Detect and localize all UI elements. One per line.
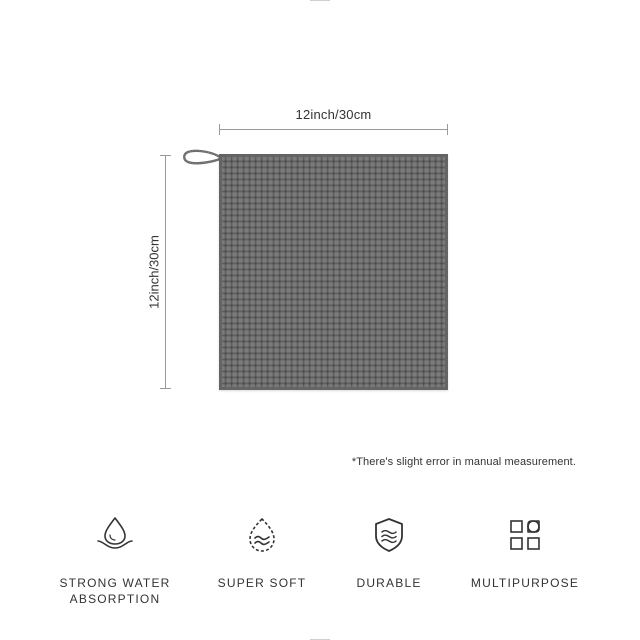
feature-multipurpose [460, 515, 590, 591]
water-drop-icon [95, 515, 135, 555]
feature-label: SUPER SOFT [217, 576, 307, 590]
soft-drop-icon [242, 515, 282, 555]
width-dimension-line [219, 129, 448, 130]
height-dimension-tick-bottom [160, 388, 171, 389]
height-dimension-label: 12inch/30cm [146, 235, 162, 309]
hanging-loop-icon [182, 148, 222, 168]
top-edge-mark [310, 0, 330, 1]
feature-label: STRONG WATER ABSORPTION [59, 576, 171, 606]
feature-durable [324, 515, 454, 591]
feature-super-soft [197, 515, 327, 591]
width-dimension [219, 107, 448, 141]
shield-icon [369, 515, 409, 555]
measurement-note: *There's slight error in manual measurement. [351, 456, 576, 468]
towel-product-image [219, 154, 448, 390]
width-dimension-tick-right [447, 124, 448, 135]
grid-shapes-icon [505, 515, 545, 555]
height-dimension-line [165, 155, 166, 389]
feature-label: MULTIPURPOSE [470, 576, 580, 590]
towel-hem [219, 154, 448, 390]
width-dimension-label: 12inch/30cm [295, 107, 372, 122]
feature-label: DURABLE [356, 576, 422, 590]
height-dimension [130, 155, 170, 389]
width-dimension-tick-left [219, 124, 220, 135]
feature-strong-water-absorption [50, 515, 180, 607]
height-dimension-tick-top [160, 155, 171, 156]
feature-list [50, 515, 590, 615]
